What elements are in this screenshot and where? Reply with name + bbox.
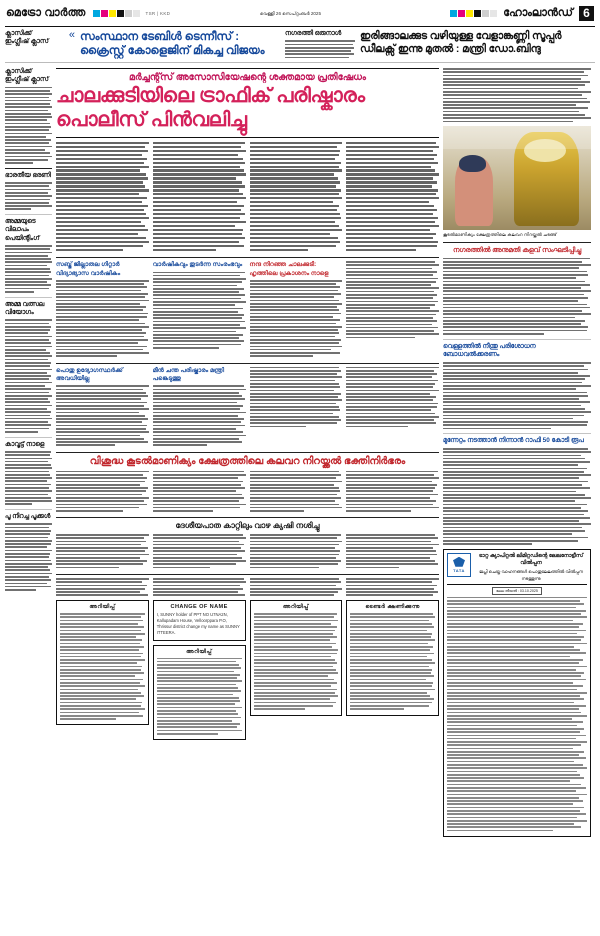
story-banana-cols [56, 534, 439, 570]
story-nanda[interactable] [250, 261, 343, 358]
banana-col-4 [346, 534, 439, 570]
temple-text-3 [250, 471, 343, 512]
lead-body-text-2 [153, 142, 246, 252]
masthead-right [443, 6, 594, 21]
right-divider-1 [443, 242, 591, 243]
masthead [0, 0, 600, 26]
change-of-name-title: CHANGE OF NAME [170, 604, 228, 611]
lead-body-text-4 [346, 142, 439, 252]
lead-eyebrow: മർച്ചന്റ്സ് അസോസിയേഷന്റെ ശക്തമായ പ്രതിഷേധം [129, 72, 366, 84]
page-columns [0, 65, 600, 837]
tata-brand-text: TATA [453, 567, 465, 573]
tata-mark-icon [453, 557, 465, 567]
sidebar-item-5-body [5, 523, 52, 590]
right-story-0[interactable] [443, 246, 591, 334]
lead-body-col-1 [56, 142, 149, 254]
lead-title-line1: ചാലക്കുടിയിലെ ട്രാഫിക് പരിഷ്കാരം [56, 85, 365, 108]
notice-box-2-body [157, 658, 242, 735]
banana-col-2 [153, 534, 246, 570]
edition-code: TSR | KKD [145, 10, 171, 16]
issue-date: വെള്ളി 26 സെപ്റ്റംബർ 2025 [260, 10, 322, 16]
right-story-1-headline: വെള്ളത്തിൽ നീന്തു പരിശോധന ബോധവൽക്കരണം [443, 342, 536, 359]
story-guitar-headline: സബ്ജ് ജില്ലാതല ഗിറ്റാർ വിദ്യാഭ്യാസ വാർഷികം [56, 261, 121, 277]
sidebar-divider-5 [5, 509, 52, 510]
sidebar-item-3-body [5, 319, 52, 432]
tata-ad-divider [447, 584, 587, 585]
banana-text-1 [56, 534, 149, 569]
notice-box-3-body [254, 613, 339, 710]
classified-filler-1 [56, 578, 149, 596]
sidebar-item-0-title: ക്ലാസിക്ക് ഇംഗ്ലീഷ് ക്ലാസ് [5, 68, 49, 84]
notice-box-1[interactable] [56, 600, 149, 725]
story-nanda-body [250, 280, 343, 357]
section-name: ഹോംലാൻഡ് [503, 6, 573, 19]
sidebar-item-2-body [5, 245, 52, 293]
quote-mark-left: « [68, 29, 75, 41]
city-note-headline: നഗരത്തി ഒരുനാൾ [285, 30, 342, 37]
right-story-1-body [443, 362, 591, 429]
teaser-bus-service[interactable] [360, 30, 585, 56]
lead-body-columns [56, 142, 439, 254]
tata-ad-sub: ജപ്തി ചെയ്ത വാഹനങ്ങൾ പൊതുലേലത്തിൽ വിൽപ്പന നടത്തുന്നു [479, 569, 583, 581]
banana-text-3 [250, 534, 343, 569]
main-divider-5 [56, 574, 439, 575]
sidebar-item-5-title: പൂ നിറച്ച പൂക്കൾ [5, 513, 51, 521]
lead-body-text-1 [56, 142, 149, 252]
tata-logo [447, 553, 471, 577]
sidebar-item-3[interactable] [5, 301, 52, 433]
story-row3-col4 [346, 367, 439, 448]
story-row3-col3-body [250, 367, 343, 428]
color-registration-bar-right [450, 10, 497, 17]
story-holiday[interactable] [56, 367, 149, 448]
temple-text-4 [346, 471, 439, 512]
story-row-2 [56, 261, 439, 358]
story-row3-col3 [250, 367, 343, 448]
story-temple[interactable] [56, 456, 439, 468]
teaser-divider [5, 62, 595, 63]
lead-story-headline-block[interactable] [56, 68, 439, 138]
banana-col-3 [250, 534, 343, 570]
tata-auction-ad[interactable] [443, 549, 591, 837]
classified-col-2 [153, 578, 246, 740]
banana-text-2 [153, 534, 246, 569]
sidebar-item-2[interactable] [5, 218, 52, 293]
story-guitar-body [56, 280, 149, 357]
main-divider-1 [56, 257, 439, 258]
story-banana-headline: ദേശീയപാത കാറ്റിലും വാഴ ക്യഷി നശിച്ചു [175, 521, 320, 531]
temple-photo [443, 126, 591, 230]
story-fishmarket-headline: മീൻ ചന്ത പരിഷ്കാരം മന്ത്രി പങ്കെടുത്തു [152, 366, 225, 382]
sidebar-item-1-title: ഭാരതീയ ഭരണി [5, 171, 51, 179]
story-guitar[interactable] [56, 261, 149, 358]
notice-box-3-title: അറിയിപ്പ് [282, 604, 309, 611]
sidebar-item-0[interactable] [5, 68, 52, 164]
temple-text-2 [153, 471, 246, 512]
temple-photo-caption: കൂടൽമാണിക്യം ക്ഷേത്രത്തിലെ കലവറ നിറയ്ക്കൽ ചടങ്ങ് [443, 232, 557, 238]
right-divider-2 [443, 339, 591, 340]
city-note-text [285, 40, 355, 58]
lead-body-col-2 [153, 142, 246, 254]
classified-col-4 [346, 578, 439, 740]
sidebar-divider-2 [5, 214, 52, 215]
right-story-0-body [443, 258, 591, 335]
teaser-sports-line2: ക്രൈസ്റ്റ് കോളെജിന് മികച്ച വിജയം [80, 45, 265, 58]
story-fishmarket-body [153, 385, 246, 446]
sidebar-divider-1 [5, 168, 52, 169]
classifieds-row [56, 578, 439, 740]
story-temple-headline: വിശുദ്ധ കൂടൽമാണിക്യം ക്ഷേത്രത്തിലെ കലവറ നിറയ്ക്കൽ ഭക്തിനിർഭരം [89, 455, 406, 467]
lead-body-text-3 [250, 142, 343, 252]
teaser-left-brief [5, 30, 52, 49]
brief-headline: ക്ലാസിക്ക് ഇംഗ്ലീഷ് ക്ലാസ് [5, 30, 49, 46]
right-story-2[interactable] [443, 437, 591, 544]
sidebar-divider-3 [5, 297, 52, 298]
sidebar-item-1-body [5, 182, 52, 210]
classified-col-1 [56, 578, 149, 740]
page-number: 6 [579, 6, 594, 21]
tata-ad-row [447, 553, 587, 582]
story-row-3 [56, 367, 439, 448]
main-divider-4 [56, 517, 439, 518]
teaser-sports[interactable] [80, 30, 280, 58]
sidebar-item-1[interactable] [5, 172, 52, 210]
publication-name: മെട്രോ വാർത്ത [6, 6, 86, 19]
notice-box-1-body [60, 613, 145, 720]
classified-col-3 [250, 578, 343, 740]
right-story-2-headline: മുന്നേറ്റം നടത്താൻ നിന്നാൻ റാഫി 50 കോടി രൂപ [443, 437, 584, 445]
banana-col-1 [56, 534, 149, 570]
lead-body-col-4 [346, 142, 439, 254]
sidebar-item-3-title: അമ്മ വത്സല വിയോഗം [5, 300, 45, 317]
tender-box-title: ടെണ്ടർ ക്ഷണിക്കുന്നു [365, 604, 420, 611]
right-divider-3 [443, 433, 591, 434]
sidebar-item-5[interactable] [5, 513, 52, 591]
lead-body-col-3 [250, 142, 343, 254]
notice-box-2-title: അറിയിപ്പ് [186, 648, 213, 655]
story-holiday-headline: പൊതു ഉദ്യോഗസ്ഥർക്ക് അവധിയില്ല [56, 366, 123, 382]
classified-filler-2 [153, 578, 246, 596]
banana-text-4 [346, 534, 439, 569]
notice-box-2[interactable] [153, 645, 246, 741]
main-divider-3 [56, 452, 439, 453]
sidebar-item-4-title: കാവൂട്ട് നാളെ [5, 440, 45, 448]
right-story-2-body [443, 448, 591, 545]
tender-box[interactable] [346, 600, 439, 715]
temple-col-2 [153, 471, 246, 514]
tender-box-body [350, 613, 435, 710]
right-intro-text [443, 68, 591, 122]
story-fishmarket[interactable] [153, 367, 246, 448]
teaser-bus-line1: ഇരിങ്ങാലക്കുട വഴിയുള്ള വേളാങ്കണ്ണി സൂപ്പർ [360, 30, 562, 42]
notice-box-3[interactable] [250, 600, 343, 715]
sidebar-item-0-body [5, 87, 52, 164]
color-registration-bar [93, 10, 140, 17]
sidebar-divider-4 [5, 437, 52, 438]
tata-ad-date-row [447, 587, 587, 595]
tata-ad-terms [447, 597, 587, 832]
classified-filler-3 [250, 578, 343, 596]
temple-col-4 [346, 471, 439, 514]
story-anniv-headline: വാർഷികവും തുടർന്ന സംരംഭവും [152, 261, 243, 269]
sidebar-item-4[interactable] [5, 441, 52, 506]
story-extra-col [346, 261, 439, 358]
story-extra-body [346, 261, 439, 338]
left-sidebar-column [5, 68, 52, 837]
temple-text-1 [56, 471, 149, 512]
right-story-1[interactable] [443, 343, 591, 430]
top-teaser-row [0, 27, 600, 60]
temple-col-1 [56, 471, 149, 514]
story-temple-body-cols [56, 471, 439, 514]
sidebar-item-2-title: അമ്മയുടെ വിലാപം പെയിന്റിംഗ് [5, 218, 40, 242]
change-of-name-box[interactable] [153, 600, 246, 640]
teaser-bus-line2: ഡീലക്സ് ഇന്നു മുതൽ : മന്ത്രി ഡോ.ബിന്ദു [360, 42, 541, 55]
lead-title-line2: പൊലീസ് പിൻവലിച്ചു [56, 109, 247, 131]
story-anniv-body [153, 272, 246, 349]
right-column [443, 68, 591, 837]
tata-ad-date: ലേല തീയതി : 03.10.2025 [492, 587, 542, 595]
classified-filler-4 [346, 578, 439, 596]
teaser-city-note [285, 30, 355, 60]
story-holiday-body [56, 385, 149, 446]
tata-ad-headline: ടാറ്റ ക്യാപിറ്റൽ ലിമിറ്റഡിന്റെ ലേലനോട്ടീസ് വിൽപ്പന [478, 552, 584, 567]
notice-box-1-title: അറിയിപ്പ് [89, 604, 116, 611]
story-nanda-headline: നന്ദ നിറഞ്ഞ ചാലക്കുടി: ഹൃത്തിലെ പ്രകാശനം നാളെ [249, 261, 329, 277]
main-divider-2 [56, 363, 439, 364]
story-anniv[interactable] [153, 261, 246, 358]
teaser-sports-line1: സംസ്ഥാന ടേബിൾ ടെന്നീസ് : [80, 31, 239, 43]
right-story-0-headline: നഗരത്തിൽ അനുമതി കളവ് സംഘടിപ്പിച്ചു [452, 247, 582, 255]
lead-title [56, 85, 439, 132]
sidebar-item-4-body [5, 451, 52, 505]
change-of-name-body: I, SUNNY holder of PPT NO U7NA2N, Kallupadam House, Velloorppara P.O, Thrissur district change my name as SUNNY ITTEERA. [156, 612, 240, 636]
story-banana[interactable] [56, 521, 439, 531]
temple-col-3 [250, 471, 343, 514]
main-column [56, 68, 439, 837]
story-row3-col4-body [346, 367, 439, 428]
